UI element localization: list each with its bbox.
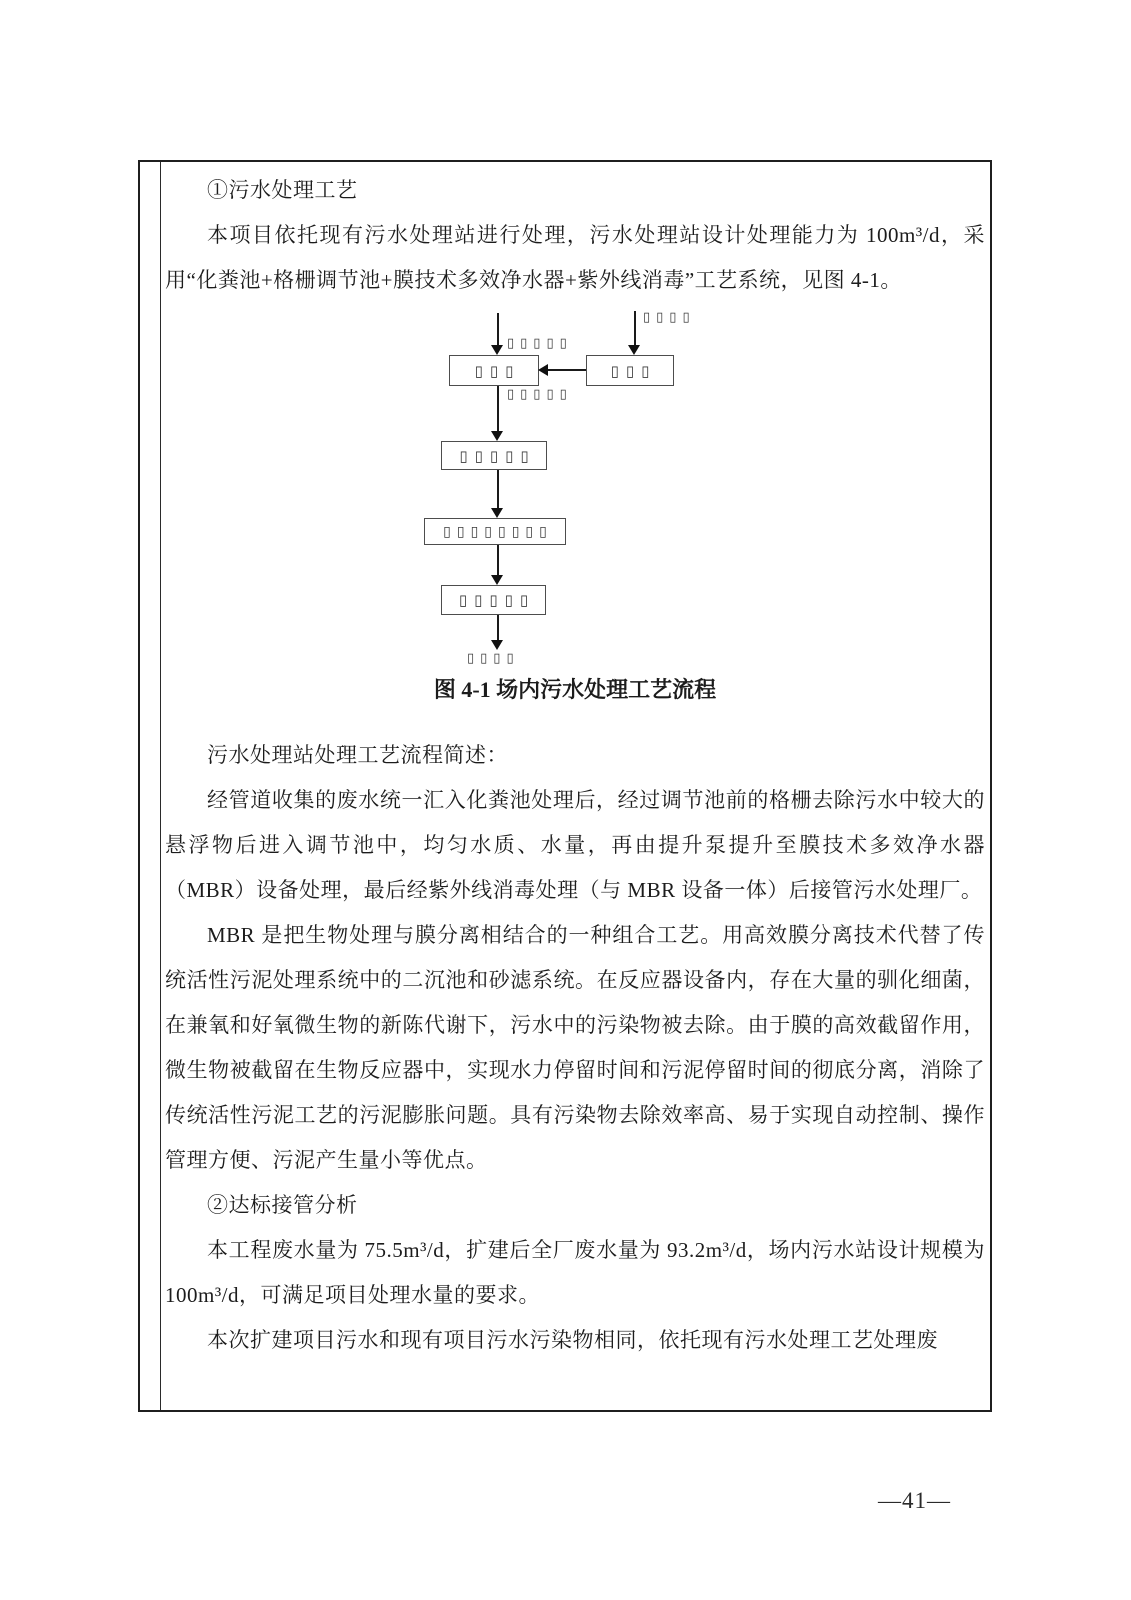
arrow-line <box>548 369 586 371</box>
arrow-down-icon <box>491 575 503 585</box>
page-number: —41— <box>878 1488 951 1513</box>
arrow-down-icon <box>491 431 503 441</box>
arrow-line <box>497 313 499 346</box>
arrow-down-icon <box>491 508 503 518</box>
table-stub-column <box>140 162 161 1410</box>
arrow-line <box>634 311 636 346</box>
arrow-down-icon <box>628 345 640 355</box>
section-heading-pipe-analysis: ②达标接管分析 <box>207 1193 358 1217</box>
paragraph-brief-title: 污水处理站处理工艺流程简述： <box>207 743 508 767</box>
sewage-treatment-flowchart <box>165 303 985 666</box>
flowchart-inflow-right-label: ▯▯▯▯ <box>643 310 696 325</box>
flowchart-box-septic-tank: ▯▯▯ <box>449 355 539 386</box>
arrow-down-icon <box>491 640 503 650</box>
arrow-left-icon <box>538 364 548 376</box>
flowchart-box-right: ▯▯▯ <box>586 355 674 386</box>
arrow-line <box>497 545 499 576</box>
paragraph-mbr-description: MBR 是把生物处理与膜分离相结合的一种组合工艺。用高效膜分离技术代替了传统活性污泥处理系统中的二沉池和砂滤系统。在反应器设备内，存在大量的驯化细菌，在兼氧和好氧微生物的新陈代谢下，污水中的污染物被去除。由于膜的高效截留作用，微生物被截留在生物反应器中，实现水力停留时间和污泥停留时间的彻底分离，消除了传统活性污泥工艺的污泥膨胀问题。具有污染物去除效率高、易于实现自动控制、操作管理方便、污泥产生量小等优点。 <box>165 923 985 1172</box>
flowchart-inflow-left-line2: ▯▯▯▯▯ <box>507 387 573 402</box>
arrow-line <box>497 386 499 432</box>
paragraph-last: 本次扩建项目污水和现有项目污水污染物相同，依托现有污水处理工艺处理废 <box>207 1328 938 1352</box>
flowchart-outflow-label: ▯▯▯▯ <box>467 651 520 666</box>
flowchart-box-uv-disinfection: ▯▯▯▯▯ <box>441 585 546 615</box>
table-content-cell <box>161 162 990 1410</box>
paragraph-intro: 本项目依托现有污水处理站进行处理，污水处理站设计处理能力为 100m³/d，采用“化粪池+格栅调节池+膜技术多效净水器+紫外线消毒”工艺系统，见图 4-1。 <box>165 223 985 292</box>
paragraph-process-description: 经管道收集的废水统一汇入化粪池处理后，经过调节池前的格栅去除污水中较大的悬浮物后进入调节池中，均匀水质、水量，再由提升泵提升至膜技术多效净水器（MBR）设备处理，最后经紫外线消毒处理（与 MBR 设备一体）后接管污水处理厂。 <box>165 788 985 902</box>
arrow-line <box>497 615 499 641</box>
flowchart-inflow-left-line1: ▯▯▯▯▯ <box>507 336 573 351</box>
flowchart-box-mbr-purifier: ▯▯▯▯▯▯▯▯ <box>424 518 566 545</box>
figure-caption: 图 4-1 场内污水处理工艺流程 <box>433 677 717 702</box>
arrow-down-icon <box>491 345 503 355</box>
content-table <box>138 160 992 1412</box>
arrow-line <box>497 470 499 509</box>
flowchart-box-grid-regulating: ▯▯▯▯▯ <box>441 441 547 470</box>
paragraph-capacity: 本工程废水量为 75.5m³/d，扩建后全厂废水量为 93.2m³/d，场内污水站设计规模为 100m³/d，可满足项目处理水量的要求。 <box>165 1238 985 1307</box>
section-heading-sewage-process: ①污水处理工艺 <box>207 178 358 202</box>
